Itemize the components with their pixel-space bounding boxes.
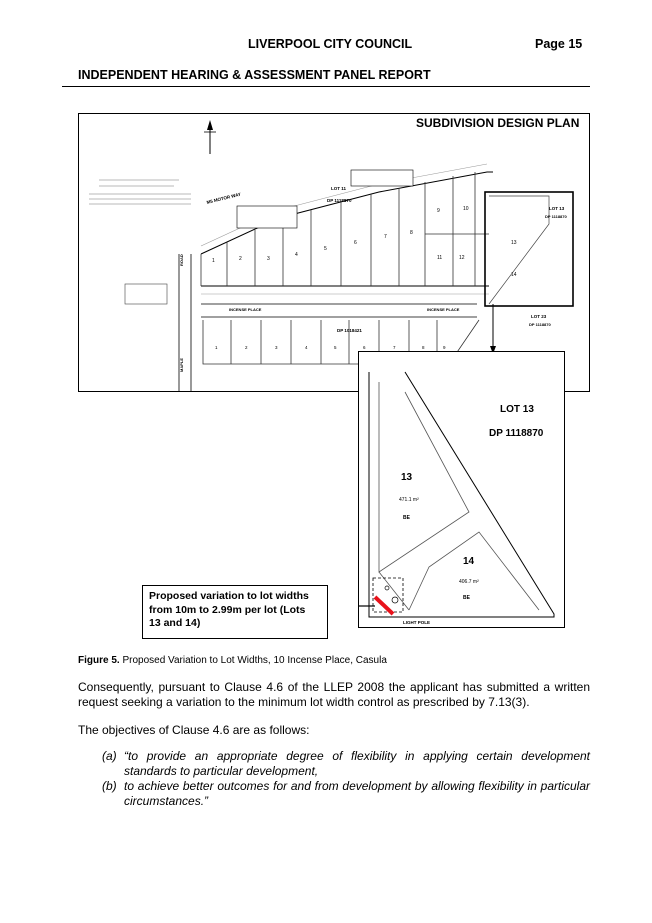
lot14-area: 406.7 m² bbox=[459, 579, 479, 585]
lot13-label: LOT 13 bbox=[549, 206, 565, 211]
lot-number: 2 bbox=[245, 345, 248, 350]
inset-drawing bbox=[359, 352, 564, 627]
lot14-code: BE bbox=[463, 595, 470, 601]
objectives-list bbox=[102, 749, 590, 809]
list-text: “to provide an appropriate degree of flexibility in applying certain development standards to particular development, bbox=[124, 749, 590, 778]
dp-label: DP 1118870 bbox=[327, 198, 352, 203]
neighbour-lot bbox=[125, 284, 167, 304]
lot-number: 9 bbox=[443, 345, 446, 350]
lot-number: 12 bbox=[459, 255, 465, 261]
lot-number: 3 bbox=[267, 256, 270, 262]
lot13-area: 471.1 m² bbox=[399, 497, 419, 503]
lot-number: 4 bbox=[295, 252, 298, 258]
list-item bbox=[102, 779, 590, 809]
list-marker: (a) bbox=[102, 749, 117, 763]
figure-label: Figure 5. bbox=[78, 655, 120, 666]
lot-number: 7 bbox=[393, 345, 396, 350]
callout-line: from 10m to 2.99m per lot (Lots bbox=[149, 603, 306, 616]
lot-number: 8 bbox=[410, 230, 413, 236]
figure-caption-text: Proposed Variation to Lot Widths, 10 Incense Place, Casula bbox=[122, 655, 387, 666]
list-item bbox=[102, 749, 590, 779]
figure-caption bbox=[78, 655, 387, 666]
north-arrow-icon bbox=[204, 120, 216, 154]
lot-number: 2 bbox=[239, 256, 242, 262]
lot-number: 8 bbox=[422, 345, 425, 350]
callout-line: 13 and 14) bbox=[149, 617, 201, 629]
highlight-marker bbox=[375, 597, 393, 614]
header-rule bbox=[62, 86, 590, 87]
body-paragraph: Consequently, pursuant to Clause 4.6 of the LLEP 2008 the applicant has submitted a written request seeking a variation to the minimum lot width control as prescribed by 7.13(3). bbox=[78, 680, 590, 709]
plan-notes bbox=[89, 180, 191, 204]
page-number: Page 15 bbox=[535, 37, 583, 51]
annotation-box bbox=[237, 206, 297, 228]
street-label: INCENSE PLACE bbox=[229, 307, 262, 312]
road-label: MAPLE bbox=[179, 358, 184, 372]
report-title: INDEPENDENT HEARING & ASSESSMENT PANEL REPORT bbox=[78, 68, 431, 82]
lot13-number: 13 bbox=[401, 472, 413, 483]
list-text: to achieve better outcomes for and from development by allowing flexibility in particular circumstances.” bbox=[124, 779, 590, 808]
lot-number: 3 bbox=[275, 345, 278, 350]
road-label: ROAD bbox=[179, 254, 184, 266]
lot-number: 10 bbox=[463, 206, 469, 212]
lower-lot-numbers bbox=[215, 345, 446, 350]
inset-lot-label: LOT 13 bbox=[500, 404, 534, 415]
lot-number: 1 bbox=[212, 258, 215, 264]
lot-number: 5 bbox=[334, 345, 337, 350]
lot-number: 6 bbox=[363, 345, 366, 350]
lot-number: 7 bbox=[384, 234, 387, 240]
lot-number: 13 bbox=[511, 240, 517, 246]
lot14-number: 14 bbox=[463, 556, 475, 567]
callout-line: Proposed variation to lot widths bbox=[149, 590, 309, 602]
body-paragraph: The objectives of Clause 4.6 are as follows: bbox=[78, 723, 310, 737]
dp-label: DP 1118870 bbox=[545, 214, 567, 219]
annotation-box bbox=[351, 170, 413, 186]
lot-number: 5 bbox=[324, 246, 327, 252]
light-pole-label: LIGHT POLE bbox=[403, 620, 430, 625]
council-name: LIVERPOOL CITY COUNCIL bbox=[248, 37, 413, 51]
dp-label: DP 1018421 bbox=[337, 328, 362, 333]
variation-callout bbox=[142, 585, 328, 639]
dp-label: DP 1118870 bbox=[529, 322, 551, 327]
lot13-code: BE bbox=[403, 515, 410, 521]
lot-number: 11 bbox=[437, 255, 443, 261]
lot-number: 4 bbox=[305, 345, 308, 350]
plan-title: SUBDIVISION DESIGN PLAN bbox=[416, 116, 580, 130]
lot23-label: LOT 23 bbox=[531, 314, 547, 319]
lot-number: 14 bbox=[511, 272, 517, 278]
street-label: INCENSE PLACE bbox=[427, 307, 460, 312]
inset-dp-label: DP 1118870 bbox=[489, 428, 544, 439]
lot-number: 6 bbox=[354, 240, 357, 246]
lot-number: 1 bbox=[215, 345, 218, 350]
lot-number: 9 bbox=[437, 208, 440, 214]
lot11-label: LOT 11 bbox=[331, 186, 347, 191]
list-marker: (b) bbox=[102, 779, 117, 793]
subdivision-plan-drawing bbox=[79, 114, 589, 391]
motorway-label: M5 MOTOR WAY bbox=[206, 191, 242, 205]
